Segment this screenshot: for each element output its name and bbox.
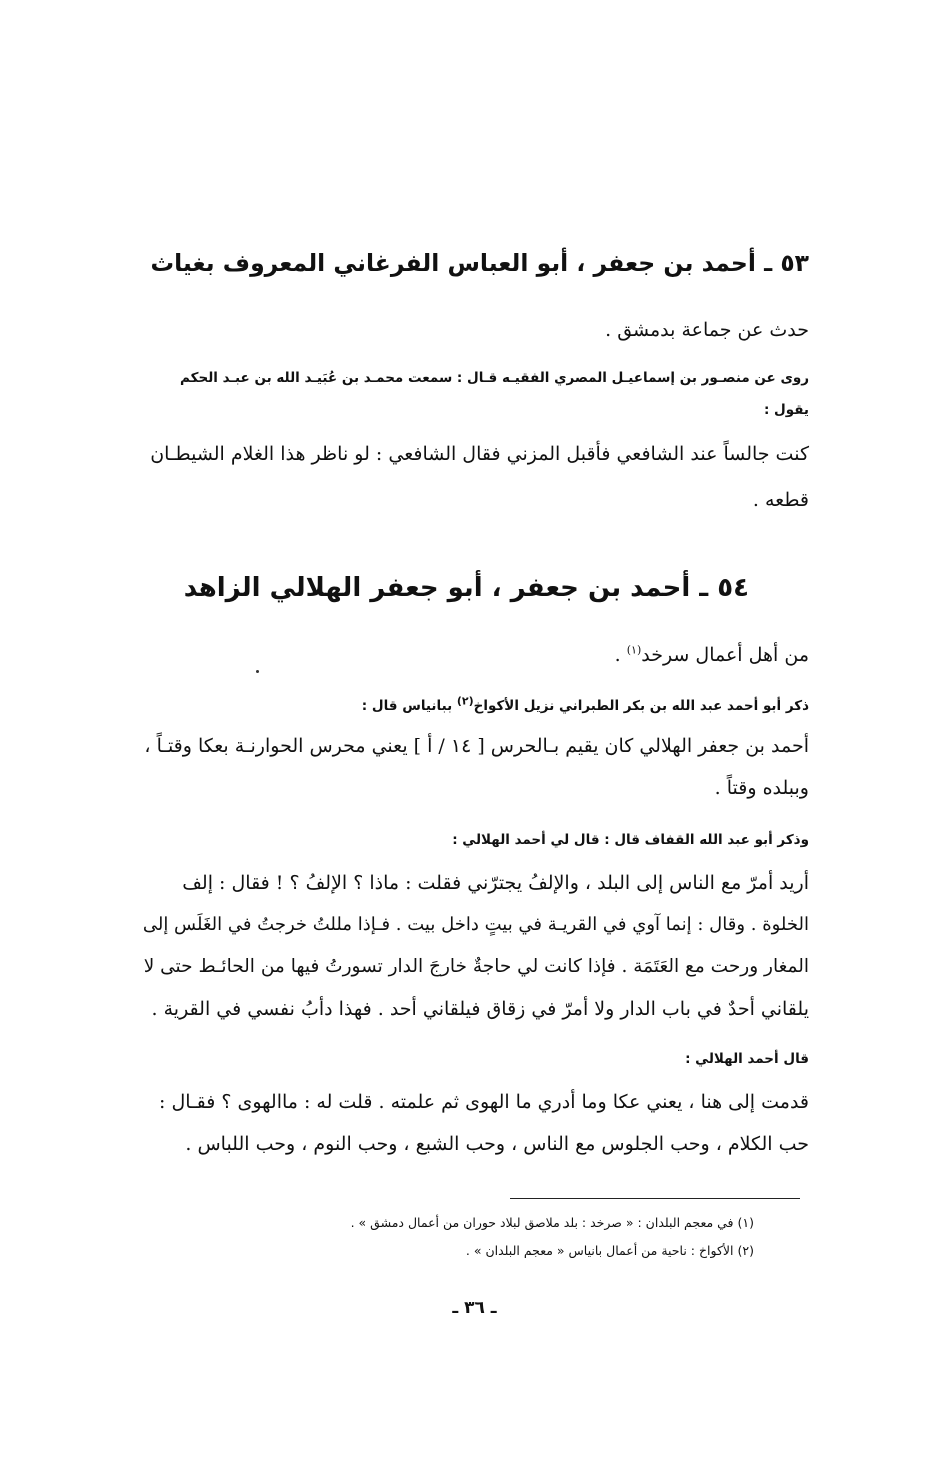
entry-54-narration-1-end: ببانياس قال : xyxy=(361,698,457,714)
footnote-2: (٢) الأكواخ : ناحية من أعمال بانياس « معجم البلدان » . xyxy=(465,1243,754,1258)
entry-53-quote-line-1: كنت جالساً عند الشافعي فأقبل المزني فقال الشافعي : لو ناظر هذا الغلام الشيطـان xyxy=(150,443,809,465)
entry-54-heading: ٥٤ ـ أحمد بن جعفر ، أبو جعفر الهلالي الزاهد xyxy=(183,573,749,603)
entry-54-narration-2: وذكر أبو عبد الله القفاف قال : قال لي أحمد الهلالي : xyxy=(452,832,809,848)
entry-54-para-1-line-2: وببلده وقتاً . xyxy=(714,777,809,799)
footnote-ref-1: (١) xyxy=(626,643,642,657)
entry-53-intro: حدث عن جماعة بدمشق . xyxy=(605,319,809,341)
entry-54-origin-text: من أهل أعمال سرخد xyxy=(641,644,809,666)
entry-54-para-1-line-1: أحمد بن جعفر الهلالي كان يقيم بـالحرس [ ١٤ / أ ] يعني محرس الحوارنـة بعكا وقتـاً ، xyxy=(144,735,809,757)
entry-54-para-3-line-1: قدمت إلى هنا ، يعني عكا وما أدري ما الهوى ثم علمته . قلت له : ماالهوى ؟ فقـال : xyxy=(159,1091,809,1113)
entry-54-origin-end: . xyxy=(614,644,627,666)
entry-54-narration-1 xyxy=(141,695,809,717)
entry-54-para-2-line-1: أريد أمرّ مع الناس إلى البلد ، والإلفُ يجترّني فقلت : ماذا ؟ الإلفُ ؟ ! فقال : إلف xyxy=(182,872,809,894)
entry-54-para-2-line-2: الخلوة . وقال : إنما آوي في القريـة في بيتٍ داخل بيت . فـإذا مللتُ خرجتُ في الغَلَس إلى xyxy=(142,914,809,935)
page-number: ـ ٣٦ ـ xyxy=(452,1298,497,1318)
entry-54-narration-3: قال أحمد الهلالي : xyxy=(685,1051,809,1067)
entry-54-narration-1-text: ذكر أبو أحمد عبد الله بن بكر الطبراني نزيل الأكواخ xyxy=(473,698,809,714)
entry-53-narration-line-2: يقول : xyxy=(763,402,809,418)
footnote-1: (١) في معجم البلدان : « صرخد : بلد ملاصق لبلاد حوران من أعمال دمشق » . xyxy=(350,1215,754,1230)
entry-53-quote-line-2: قطعه . xyxy=(752,489,809,511)
entry-53-heading: ٥٣ ـ أحمد بن جعفر ، أبو العباس الفرغاني المعروف بغياث xyxy=(150,249,809,277)
footnote-divider xyxy=(510,1198,800,1199)
entry-54-para-3-line-2: حب الكلام ، وحب الجلوس مع الناس ، وحب الشبع ، وحب النوم ، وحب اللباس . xyxy=(185,1133,809,1155)
stray-dot xyxy=(256,670,259,673)
entry-54-para-2-line-4: يلقاني أحدٌ في باب الدار ولا أمرّ في زقاق فيلقاني أحد . فهذا دأبُ نفسي في القرية . xyxy=(151,998,809,1020)
entry-54-origin xyxy=(141,638,809,672)
entry-54-para-2-line-3: المغار ورحت مع العَتَمَة . فإذا كانت لي حاجةٌ خارجَ الدار تسورتُ فيها من الحائـط حتى لا xyxy=(143,956,809,977)
entry-53-narration-line-1: روى عن منصـور بن إسماعيـل المصري الفقيـه قـال : سمعت محمـد بن عُبَيـد الله بن عبـد الحكم xyxy=(180,370,809,386)
footnote-ref-2: (٢) xyxy=(456,694,474,708)
